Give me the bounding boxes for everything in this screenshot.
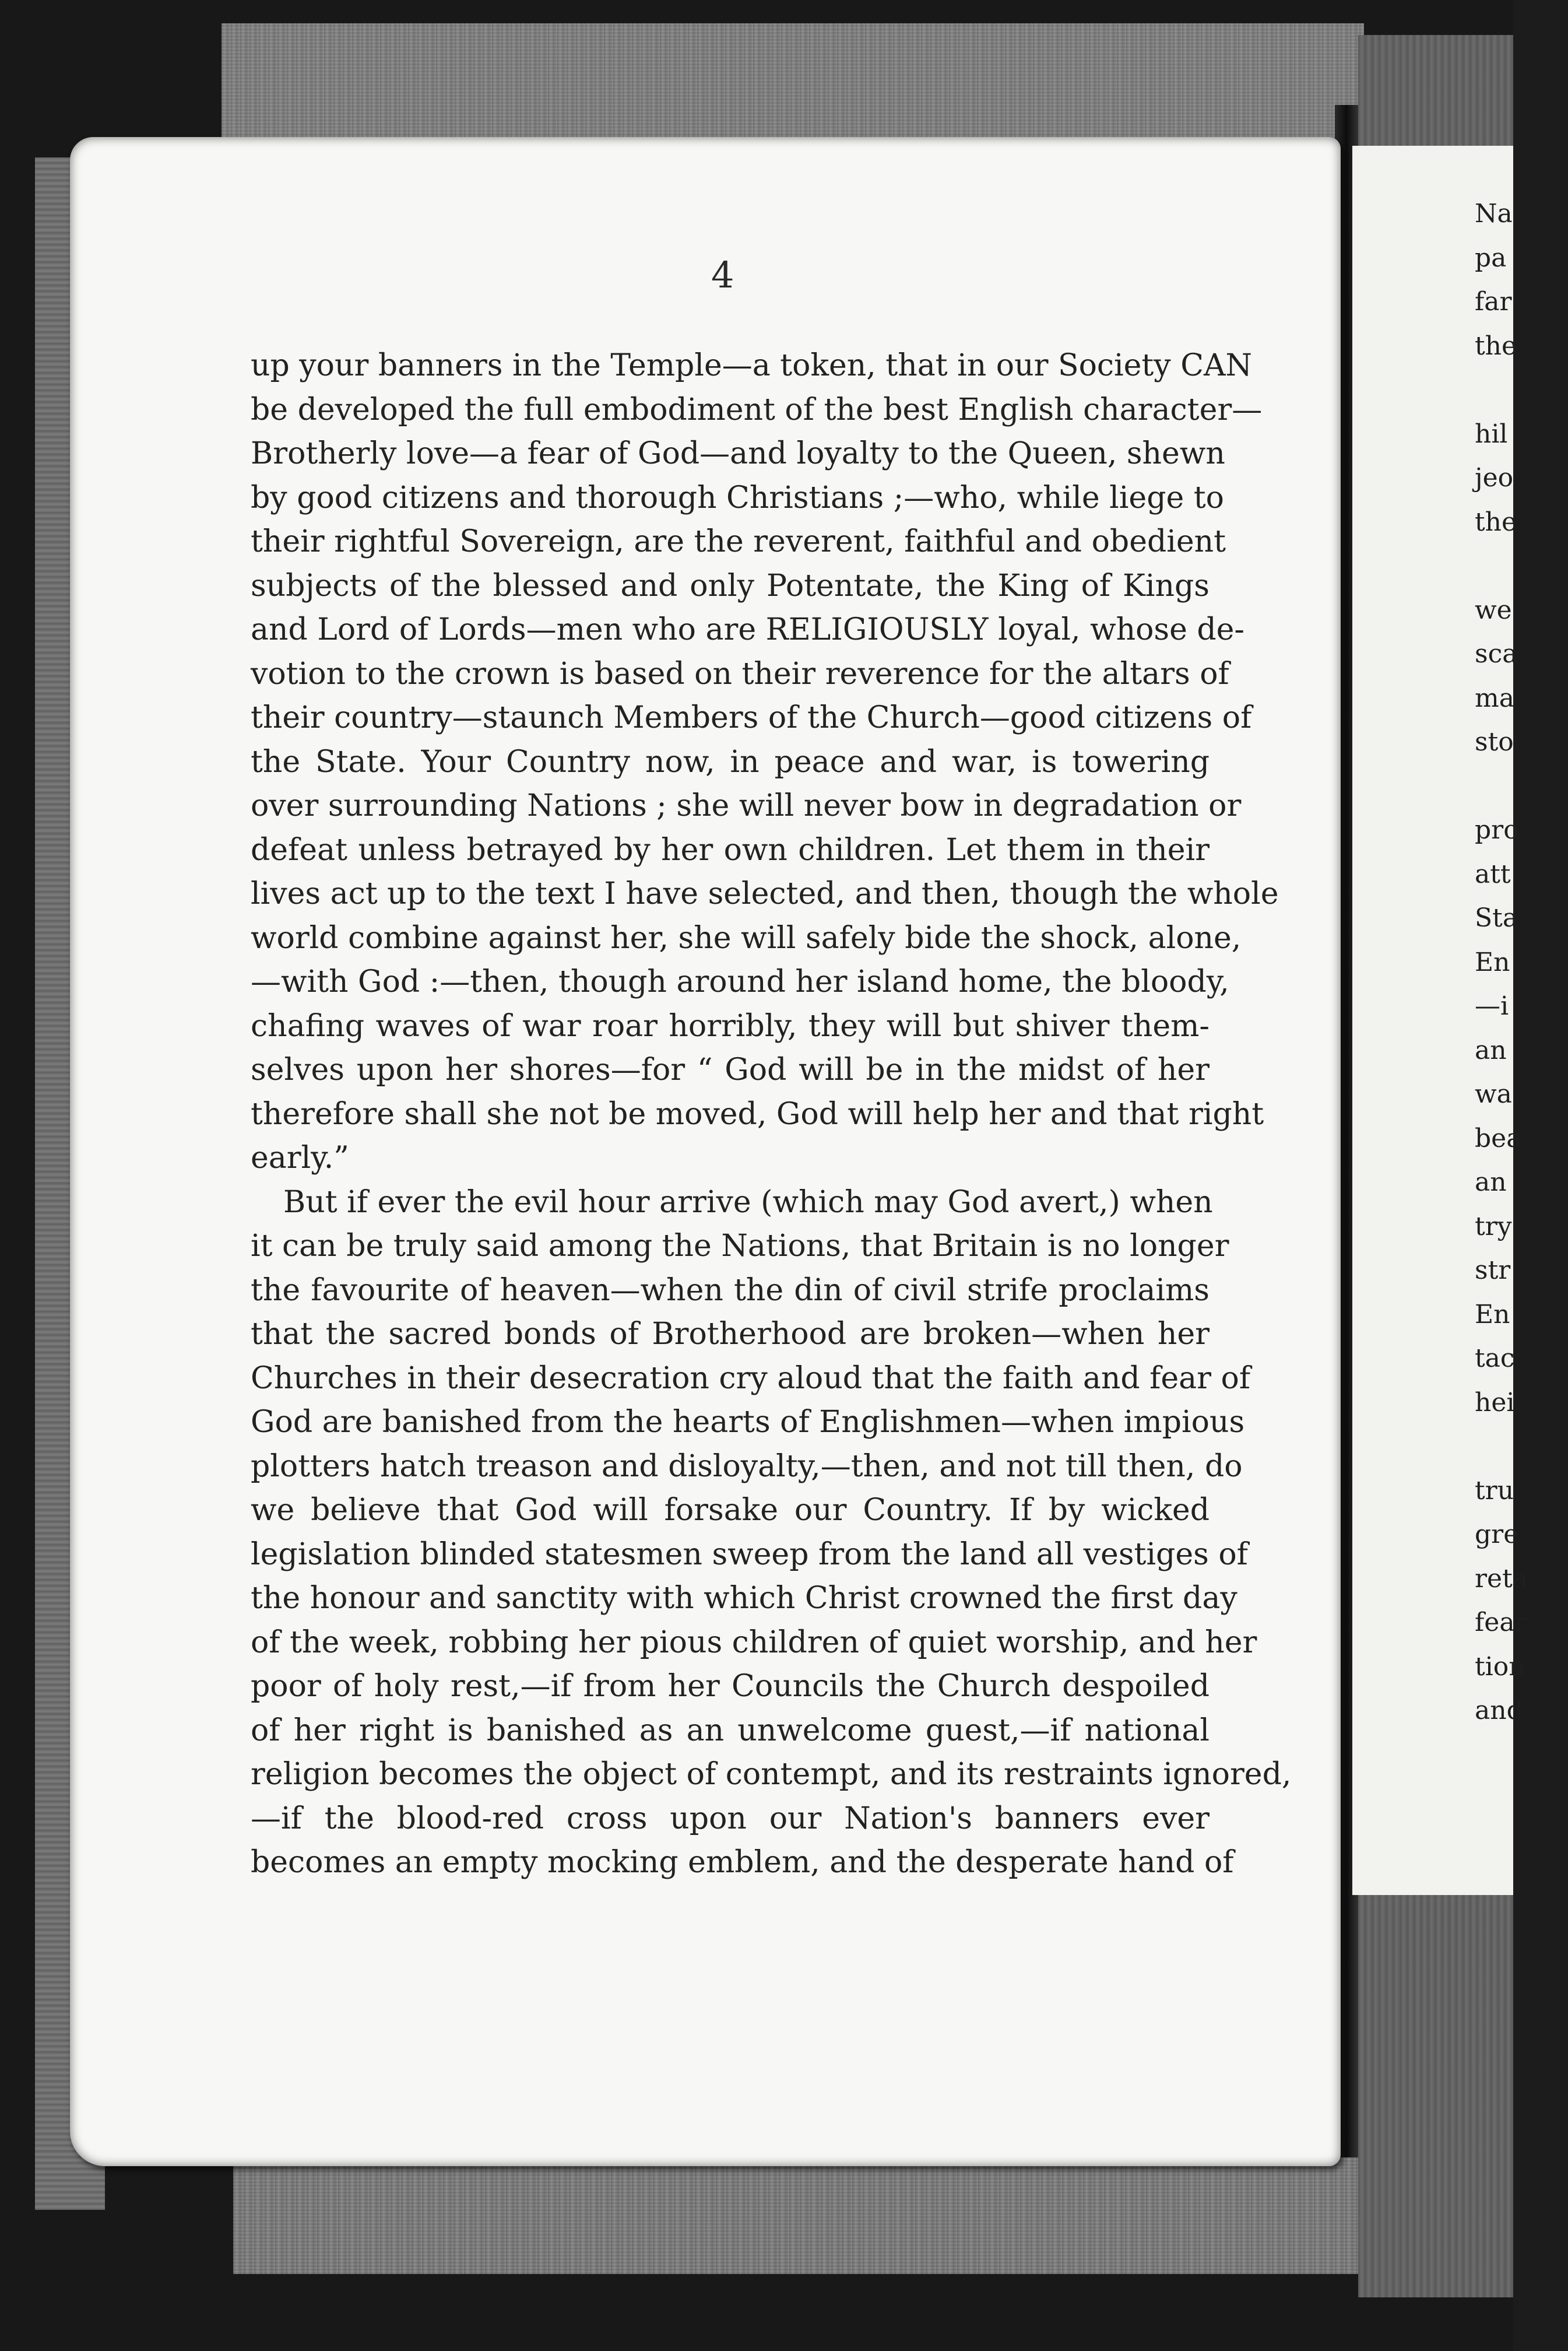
facing-page-fragment: tion xyxy=(1475,1651,1525,1682)
text-line: the favourite of heaven—when the din of civil strife proclaims xyxy=(251,1272,1210,1308)
facing-page-fragment: pro xyxy=(1475,815,1519,845)
text-line: —with God :—then, though around her island home, the bloody, xyxy=(251,964,1229,999)
facing-page-fragment: Na xyxy=(1475,199,1513,229)
text-line: we believe that God will forsake our Country. If by wicked xyxy=(251,1493,1210,1528)
text-line: the honour and sanctity with which Christ crowned the first day xyxy=(251,1581,1237,1616)
text-line: their rightful Sovereign, are the reverent, faithful and obedient xyxy=(251,524,1226,559)
facing-page-fragment: En xyxy=(1475,947,1510,977)
text-line: religion becomes the object of contempt, and its restraints ignored, xyxy=(251,1757,1292,1792)
text-line: But if ever the evil hour arrive (which may God avert,) when xyxy=(283,1184,1213,1220)
text-line: be developed the full embodiment of the best English character— xyxy=(251,392,1263,427)
facing-page-fragment: and xyxy=(1475,1696,1523,1725)
facing-page-fragment: str xyxy=(1475,1255,1511,1285)
text-line: by good citizens and thorough Christians ;—who, while liege to xyxy=(251,480,1224,515)
text-line: lives act up to the text I have selected, and then, though the whole xyxy=(251,876,1279,911)
facing-page-fragment: pa xyxy=(1475,243,1507,273)
text-line: it can be truly said among the Nations, that Britain is no longer xyxy=(251,1229,1229,1264)
text-line: chafing waves of war roar horribly, they will but shiver them- xyxy=(251,1008,1210,1044)
text-line: early.” xyxy=(251,1141,349,1176)
text-line: up your banners in the Temple—a token, that in our Society CAN xyxy=(251,348,1253,383)
text-line: poor of holy rest,—if from her Councils the Church despoiled xyxy=(251,1669,1210,1704)
page-body-text xyxy=(251,344,1292,1885)
text-line: Brotherly love—a fear of God—and loyalty to the Queen, shewn xyxy=(251,436,1225,471)
text-line: Churches in their desecration cry aloud that the faith and fear of xyxy=(251,1360,1251,1396)
facing-page-fragment: att xyxy=(1475,859,1511,889)
facing-page-fragment: try xyxy=(1475,1211,1512,1241)
text-line: plotters hatch treason and disloyalty,—then, and not till then, do xyxy=(251,1448,1243,1484)
text-line: subjects of the blessed and only Potentate, the King of Kings xyxy=(251,568,1210,603)
page-number: 4 xyxy=(711,254,734,296)
facing-page-fragment: Sta xyxy=(1475,903,1518,933)
facing-page-fragment: sto xyxy=(1475,727,1514,757)
text-line: and Lord of Lords—men who are RELIGIOUSLY loyal, whose de- xyxy=(251,612,1245,647)
facing-page-fragment: an xyxy=(1475,1035,1507,1065)
facing-page xyxy=(1352,146,1528,1895)
facing-page-fragment: the xyxy=(1475,507,1517,537)
facing-page-fragment: hei xyxy=(1475,1387,1515,1417)
text-line: legislation blinded statesmen sweep from the land all vestiges of xyxy=(251,1536,1248,1572)
text-line: over surrounding Nations ; she will never bow in degradation or xyxy=(251,788,1242,823)
facing-page-fragment: En xyxy=(1475,1299,1510,1329)
facing-page-fragment: tru xyxy=(1475,1475,1514,1506)
facing-page-fragment: hil xyxy=(1475,419,1508,449)
text-line: of her right is banished as an unwelcome guest,—if national xyxy=(251,1713,1210,1748)
text-line: therefore shall she not be moved, God will help her and that right xyxy=(251,1096,1264,1132)
text-line: becomes an empty mocking emblem, and the desperate hand of xyxy=(251,1845,1234,1880)
text-line: selves upon her shores—for “ God will be in the midst of her xyxy=(251,1052,1210,1087)
text-line: votion to the crown is based on their reverence for the altars of xyxy=(251,656,1229,692)
facing-page-fragment: jeo xyxy=(1475,463,1514,493)
facing-page-fragment: we xyxy=(1475,595,1512,625)
text-line: their country—staunch Members of the Church—good citizens of xyxy=(251,700,1252,735)
facing-page-fragment: —i xyxy=(1475,991,1509,1021)
text-line: defeat unless betrayed by her own children. Let them in their xyxy=(251,832,1210,868)
text-line: —if the blood-red cross upon our Nation's banners ever xyxy=(251,1801,1210,1836)
facing-page-fragment: the xyxy=(1475,331,1517,361)
facing-page-fragment: tac xyxy=(1475,1343,1515,1373)
text-line: of the week, robbing her pious children of quiet worship, and her xyxy=(251,1624,1257,1660)
facing-page-fragment: wa xyxy=(1475,1079,1512,1109)
facing-page-fragment: ma xyxy=(1475,683,1514,713)
text-line: that the sacred bonds of Brotherhood are broken—when her xyxy=(251,1317,1210,1352)
text-line: world combine against her, she will safely bide the shock, alone, xyxy=(251,920,1242,956)
facing-page-fragment: reta xyxy=(1475,1563,1528,1594)
text-line: the State. Your Country now, in peace and war, is towering xyxy=(251,744,1210,780)
facing-page-fragment: gre xyxy=(1475,1520,1519,1549)
facing-page-fragment: fear xyxy=(1475,1608,1527,1637)
facing-page-fragment: an xyxy=(1475,1167,1507,1197)
text-line: God are banished from the hearts of Englishmen—when impious xyxy=(251,1405,1245,1440)
facing-page-fragment: sca xyxy=(1475,639,1518,669)
facing-page-fragment: far xyxy=(1475,287,1512,317)
facing-page-fragment: bea xyxy=(1475,1123,1522,1153)
